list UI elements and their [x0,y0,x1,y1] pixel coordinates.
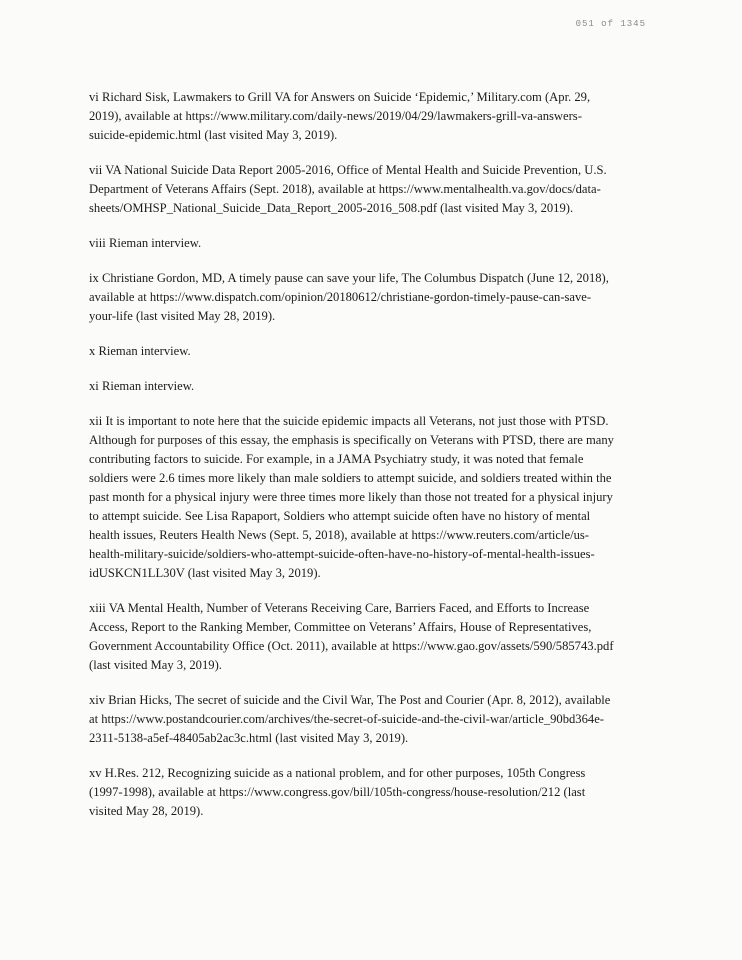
endnote-xii: xii It is important to note here that the suicide epidemic impacts all Veterans, not just those with PTSD. Although for purposes of this essay, the emphasis is specifically on Veterans with PTSD, there are many contributing factors to suicide. For example, in a JAMA Psychiatry study, it was noted that female soldiers were 2.6 times more likely than male soldiers to attempt suicide, and soldiers treated within the past month for a physical injury were three times more likely than those not treated for a physical injury to attempt suicide. See Lisa Rapaport, Soldiers who attempt suicide often have no history of mental health issues, Reuters Health News (Sept. 5, 2018), available at https://www.reuters.com/article/us-health-military-suicide/soldiers-who-attempt-suicide-often-have-no-history-of-mental-health-issues-idUSKCN1LL30V (last visited May 3, 2019). [89,414,614,580]
endnote-xv: xv H.Res. 212, Recognizing suicide as a national problem, and for other purposes, 105th Congress (1997-1998), available at https://www.congress.gov/bill/105th-congress/house-resolution/212 (last visited May 28, 2019). [89,766,586,818]
page-number-stamp: 051 of 1345 [575,19,646,29]
endnote-vi: vi Richard Sisk, Lawmakers to Grill VA for Answers on Suicide ‘Epidemic,’ Military.com (Apr. 29, 2019), available at https://www.military.com/daily-news/2019/04/29/lawmakers-grill-va-answers-suicide-epidemic.html (last visited May 3, 2019). [89,90,591,142]
endnote-viii: viii Rieman interview. [89,236,202,250]
endnote-ix: ix Christiane Gordon, MD, A timely pause can save your life, The Columbus Dispatch (June 12, 2018), available at https://www.dispatch.com/opinion/20180612/christiane-gordon-timely-pause-can-save-your-life (last visited May 28, 2019). [89,271,609,323]
endnotes-list [89,88,615,837]
endnote-xiii: xiii VA Mental Health, Number of Veterans Receiving Care, Barriers Faced, and Efforts to Increase Access, Report to the Ranking Member, Committee on Veterans’ Affairs, House of Representatives, Government Accountability Office (Oct. 2011), available at https://www.gao.gov/assets/590/585743.pdf (last visited May 3, 2019). [89,601,614,672]
endnote-vii: vii VA National Suicide Data Report 2005-2016, Office of Mental Health and Suicide Prevention, U.S. Department of Veterans Affairs (Sept. 2018), available at https://www.mentalhealth.va.gov/docs/data-sheets/OMHSP_National_Suicide_Data_Report_2005-2016_508.pdf (last visited May 3, 2019). [89,163,607,215]
endnote-xiv: xiv Brian Hicks, The secret of suicide and the Civil War, The Post and Courier (Apr. 8, 2012), available at https://www.postandcourier.com/archives/the-secret-of-suicide-and-the-civil-war/article_90bd364e-2311-5138-a5ef-48405ab2ac3c.html (last visited May 3, 2019). [89,693,611,745]
endnote-xi: xi Rieman interview. [89,379,195,393]
endnote-x: x Rieman interview. [89,344,191,358]
